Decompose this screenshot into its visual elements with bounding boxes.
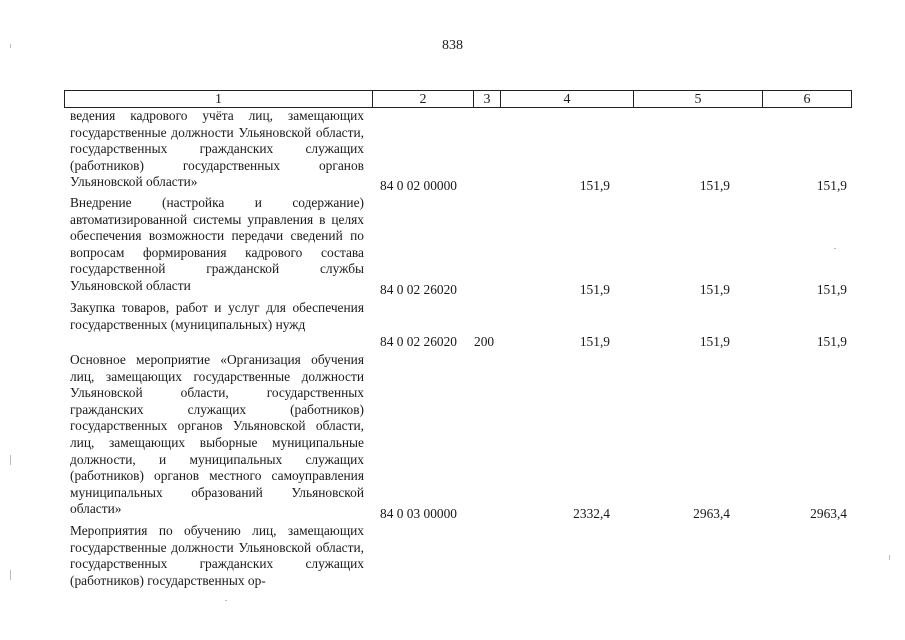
- row-description: Основное мероприятие «Организация обучения лиц, замещающих государственные должности Ульяновской области, государственных гражданских служащих (работников) государственных органов Ульяновской области, лиц, замещающих выборные муниципальные должности, и муниципальных служащих (работников) органов местного самоуправления муниципальных образований Ульяновской области»: [70, 352, 364, 517]
- row-value-col6: 2963,4: [810, 506, 847, 521]
- row-description: Закупка товаров, работ и услуг для обеспечения государственных (муниципальных) нужд: [70, 300, 364, 332]
- row-value-col6: 151,9: [816, 178, 847, 193]
- header-col-4: 4: [501, 91, 634, 107]
- table-header: [64, 90, 852, 108]
- scan-speck: [225, 600, 227, 601]
- row-code: 84 0 02 26020: [380, 334, 457, 349]
- header-col-5: 5: [634, 91, 763, 107]
- row-description: Внедрение (настройка и содержание) автоматизированной системы управления в целях обеспечения возможности передачи сведений по вопросам формирования кадрового состава государственной гражданской службы Ульяновской области: [70, 195, 364, 293]
- row-value-col5: 151,9: [699, 334, 730, 349]
- row-kvr: 200: [474, 334, 495, 349]
- row-description: ведения кадрового учёта лиц, замещающих государственные должности Ульяновской области, государственных гражданских служащих (работников) государственных органов Ульяновской области»: [70, 108, 364, 190]
- row-value-col4: 151,9: [579, 282, 610, 297]
- scan-speck: [834, 248, 836, 249]
- row-value-col5: 151,9: [699, 282, 730, 297]
- scan-speck: [10, 455, 11, 465]
- scan-speck: [10, 570, 11, 580]
- row-value-col5: 2963,4: [693, 506, 730, 521]
- scan-speck: [10, 44, 11, 48]
- row-description: Мероприятия по обучению лиц, замещающих государственные должности Ульяновской области, государственных гражданских служащих (работников) государственных ор-: [70, 523, 364, 588]
- row-code: 84 0 03 00000: [380, 506, 457, 521]
- header-col-1: 1: [65, 91, 373, 107]
- row-value-col6: 151,9: [816, 334, 847, 349]
- header-col-3: 3: [474, 91, 501, 107]
- row-value-col5: 151,9: [699, 178, 730, 193]
- header-col-6: 6: [803, 92, 811, 107]
- row-value-col4: 151,9: [579, 178, 610, 193]
- row-value-col6: 151,9: [816, 282, 847, 297]
- row-value-col4: 2332,4: [573, 506, 610, 521]
- row-code: 84 0 02 00000: [380, 178, 457, 193]
- scan-speck: [889, 555, 890, 560]
- row-code: 84 0 02 26020: [380, 282, 457, 297]
- header-col-2: 2: [373, 91, 474, 107]
- page-number: 838: [442, 38, 463, 53]
- row-value-col4: 151,9: [579, 334, 610, 349]
